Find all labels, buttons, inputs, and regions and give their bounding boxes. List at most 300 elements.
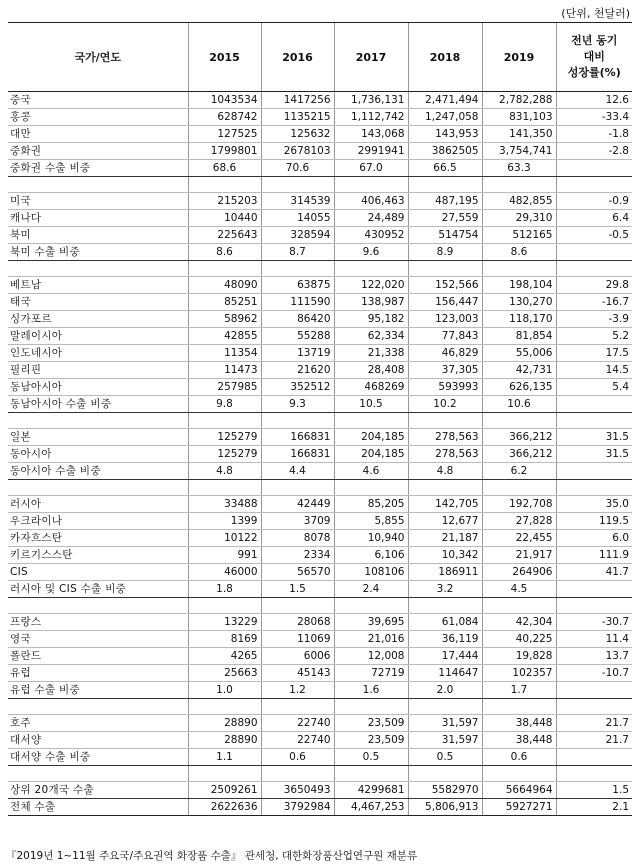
value-cell: 8078 <box>261 530 334 547</box>
empty-cell <box>334 766 408 782</box>
growth-cell <box>556 749 632 766</box>
spacer-row <box>8 177 632 193</box>
value-cell: 225643 <box>188 227 261 244</box>
value-cell: 42449 <box>261 496 334 513</box>
value-cell: 4.8 <box>408 463 482 480</box>
value-cell: 0.6 <box>482 749 556 766</box>
empty-cell <box>482 480 556 496</box>
growth-cell: 1.5 <box>556 782 632 799</box>
header-growth-line-2: 대비 <box>583 50 605 63</box>
value-cell: 152,566 <box>408 277 482 294</box>
value-cell: 13719 <box>261 345 334 362</box>
row-label: 동아시아 수출 비중 <box>8 463 188 480</box>
value-cell: 19,828 <box>482 648 556 665</box>
table-row <box>8 210 632 227</box>
empty-cell <box>334 177 408 193</box>
value-cell: 264906 <box>482 564 556 581</box>
growth-cell: 11.4 <box>556 631 632 648</box>
row-label: 상위 20개국 수출 <box>8 782 188 799</box>
empty-cell <box>8 699 188 715</box>
value-cell: 831,103 <box>482 109 556 126</box>
empty-cell <box>188 598 261 614</box>
table-row <box>8 715 632 732</box>
value-cell: 45143 <box>261 665 334 682</box>
value-cell: 29,310 <box>482 210 556 227</box>
total-row <box>8 782 632 799</box>
row-label: 폴란드 <box>8 648 188 665</box>
table-row <box>8 379 632 396</box>
row-label: 러시아 및 CIS 수출 비중 <box>8 581 188 598</box>
spacer-row <box>8 699 632 715</box>
empty-cell <box>261 699 334 715</box>
growth-cell <box>556 682 632 699</box>
growth-cell: -0.5 <box>556 227 632 244</box>
value-cell: 22,455 <box>482 530 556 547</box>
value-cell: 61,084 <box>408 614 482 631</box>
empty-cell <box>334 413 408 429</box>
row-label: CIS <box>8 564 188 581</box>
value-cell: 22740 <box>261 715 334 732</box>
value-cell: 512165 <box>482 227 556 244</box>
value-cell: 142,705 <box>408 496 482 513</box>
row-label: 전체 수출 <box>8 799 188 816</box>
value-cell: 215203 <box>188 193 261 210</box>
value-cell: 5664964 <box>482 782 556 799</box>
header-year-2016: 2016 <box>261 23 334 92</box>
value-cell: 10440 <box>188 210 261 227</box>
value-cell: 5582970 <box>408 782 482 799</box>
growth-cell: 111.9 <box>556 547 632 564</box>
growth-cell: 2.1 <box>556 799 632 816</box>
empty-cell <box>556 480 632 496</box>
row-label: 일본 <box>8 429 188 446</box>
table-row <box>8 143 632 160</box>
value-cell: 33488 <box>188 496 261 513</box>
header-growth-line-3: 성장률(%) <box>567 66 621 79</box>
empty-cell <box>556 177 632 193</box>
empty-cell <box>556 598 632 614</box>
share-row <box>8 396 632 413</box>
value-cell: 8169 <box>188 631 261 648</box>
table-row <box>8 564 632 581</box>
table-row <box>8 362 632 379</box>
value-cell: 127525 <box>188 126 261 143</box>
value-cell: 46,829 <box>408 345 482 362</box>
value-cell: 1799801 <box>188 143 261 160</box>
value-cell: 314539 <box>261 193 334 210</box>
table-row <box>8 614 632 631</box>
value-cell: 95,182 <box>334 311 408 328</box>
empty-cell <box>334 261 408 277</box>
value-cell: 11473 <box>188 362 261 379</box>
value-cell: 21620 <box>261 362 334 379</box>
value-cell: 58962 <box>188 311 261 328</box>
value-cell: 8.7 <box>261 244 334 261</box>
growth-cell <box>556 463 632 480</box>
empty-cell <box>408 598 482 614</box>
value-cell: 39,695 <box>334 614 408 631</box>
value-cell: 55,006 <box>482 345 556 362</box>
value-cell: 125279 <box>188 429 261 446</box>
value-cell: 68.6 <box>188 160 261 177</box>
empty-cell <box>261 177 334 193</box>
table-row <box>8 277 632 294</box>
row-label: 유럽 수출 비중 <box>8 682 188 699</box>
empty-cell <box>408 261 482 277</box>
growth-cell: 119.5 <box>556 513 632 530</box>
growth-cell: 13.7 <box>556 648 632 665</box>
row-label: 대만 <box>8 126 188 143</box>
empty-cell <box>408 413 482 429</box>
empty-cell <box>482 261 556 277</box>
table-row <box>8 648 632 665</box>
value-cell: 4.6 <box>334 463 408 480</box>
row-label: 호주 <box>8 715 188 732</box>
value-cell: 125279 <box>188 446 261 463</box>
value-cell: 13229 <box>188 614 261 631</box>
empty-cell <box>482 598 556 614</box>
value-cell: 21,338 <box>334 345 408 362</box>
table-row <box>8 345 632 362</box>
value-cell: 3,754,741 <box>482 143 556 160</box>
value-cell: 1135215 <box>261 109 334 126</box>
value-cell: 366,212 <box>482 446 556 463</box>
row-label: 동남아시아 <box>8 379 188 396</box>
value-cell: 38,448 <box>482 732 556 749</box>
value-cell: 514754 <box>408 227 482 244</box>
value-cell: 122,020 <box>334 277 408 294</box>
empty-cell <box>482 413 556 429</box>
value-cell: 278,563 <box>408 446 482 463</box>
row-label: 인도네시아 <box>8 345 188 362</box>
value-cell: 111590 <box>261 294 334 311</box>
value-cell: 4.8 <box>188 463 261 480</box>
row-label: 대서양 <box>8 732 188 749</box>
table-row <box>8 429 632 446</box>
empty-cell <box>261 598 334 614</box>
value-cell: 10.5 <box>334 396 408 413</box>
value-cell: 42855 <box>188 328 261 345</box>
empty-cell <box>408 699 482 715</box>
empty-cell <box>408 177 482 193</box>
growth-cell: 14.5 <box>556 362 632 379</box>
value-cell: 3862505 <box>408 143 482 160</box>
value-cell: 4299681 <box>334 782 408 799</box>
value-cell: 143,953 <box>408 126 482 143</box>
growth-cell: -16.7 <box>556 294 632 311</box>
value-cell: 21,187 <box>408 530 482 547</box>
value-cell: 487,195 <box>408 193 482 210</box>
table-row <box>8 547 632 564</box>
empty-cell <box>8 261 188 277</box>
value-cell: 66.5 <box>408 160 482 177</box>
table-row <box>8 530 632 547</box>
table-row <box>8 732 632 749</box>
table-row <box>8 328 632 345</box>
row-label: 태국 <box>8 294 188 311</box>
growth-cell: -30.7 <box>556 614 632 631</box>
value-cell: 352512 <box>261 379 334 396</box>
value-cell: 628742 <box>188 109 261 126</box>
spacer-row <box>8 598 632 614</box>
empty-cell <box>261 413 334 429</box>
header-year-2015: 2015 <box>188 23 261 92</box>
growth-cell <box>556 581 632 598</box>
value-cell: 166831 <box>261 446 334 463</box>
value-cell: 77,843 <box>408 328 482 345</box>
value-cell: 36,119 <box>408 631 482 648</box>
value-cell: 21,917 <box>482 547 556 564</box>
growth-cell: -33.4 <box>556 109 632 126</box>
share-row <box>8 160 632 177</box>
value-cell: 5,855 <box>334 513 408 530</box>
row-label: 베트남 <box>8 277 188 294</box>
empty-cell <box>482 766 556 782</box>
empty-cell <box>556 413 632 429</box>
row-label: 중화권 수출 비중 <box>8 160 188 177</box>
empty-cell <box>408 480 482 496</box>
empty-cell <box>8 480 188 496</box>
value-cell: 186911 <box>408 564 482 581</box>
value-cell: 430952 <box>334 227 408 244</box>
row-label: 캐나다 <box>8 210 188 227</box>
value-cell: 141,350 <box>482 126 556 143</box>
row-label: 키르기스스탄 <box>8 547 188 564</box>
value-cell: 10.2 <box>408 396 482 413</box>
value-cell: 204,185 <box>334 429 408 446</box>
value-cell: 2509261 <box>188 782 261 799</box>
value-cell: 8.9 <box>408 244 482 261</box>
value-cell: 28890 <box>188 732 261 749</box>
value-cell: 10,342 <box>408 547 482 564</box>
row-label: 말레이시아 <box>8 328 188 345</box>
header-year-2017: 2017 <box>334 23 408 92</box>
value-cell: 1.1 <box>188 749 261 766</box>
row-label: 중화권 <box>8 143 188 160</box>
growth-cell: -10.7 <box>556 665 632 682</box>
growth-cell: -0.9 <box>556 193 632 210</box>
growth-cell <box>556 396 632 413</box>
growth-cell: 29.8 <box>556 277 632 294</box>
growth-cell: 35.0 <box>556 496 632 513</box>
value-cell: 1043534 <box>188 92 261 109</box>
value-cell: 4.4 <box>261 463 334 480</box>
value-cell: 8.6 <box>188 244 261 261</box>
growth-cell: 12.6 <box>556 92 632 109</box>
value-cell: 38,448 <box>482 715 556 732</box>
value-cell: 70.6 <box>261 160 334 177</box>
growth-cell: 6.4 <box>556 210 632 227</box>
value-cell: 468269 <box>334 379 408 396</box>
value-cell: 14055 <box>261 210 334 227</box>
value-cell: 278,563 <box>408 429 482 446</box>
value-cell: 2,471,494 <box>408 92 482 109</box>
row-label: 홍콩 <box>8 109 188 126</box>
value-cell: 24,489 <box>334 210 408 227</box>
value-cell: 4,467,253 <box>334 799 408 816</box>
empty-cell <box>408 766 482 782</box>
value-cell: 593993 <box>408 379 482 396</box>
value-cell: 85,205 <box>334 496 408 513</box>
value-cell: 21,016 <box>334 631 408 648</box>
value-cell: 3.2 <box>408 581 482 598</box>
row-label: 우크라이나 <box>8 513 188 530</box>
value-cell: 204,185 <box>334 446 408 463</box>
value-cell: 1.2 <box>261 682 334 699</box>
value-cell: 2678103 <box>261 143 334 160</box>
value-cell: 85251 <box>188 294 261 311</box>
value-cell: 55288 <box>261 328 334 345</box>
spacer-row <box>8 261 632 277</box>
row-label: 중국 <box>8 92 188 109</box>
share-row <box>8 244 632 261</box>
value-cell: 11354 <box>188 345 261 362</box>
value-cell: 10,940 <box>334 530 408 547</box>
value-cell: 1.6 <box>334 682 408 699</box>
table-row <box>8 126 632 143</box>
value-cell: 1.7 <box>482 682 556 699</box>
table-row <box>8 496 632 513</box>
value-cell: 62,334 <box>334 328 408 345</box>
row-label: 동남아시아 수출 비중 <box>8 396 188 413</box>
value-cell: 1,736,131 <box>334 92 408 109</box>
row-label: 러시아 <box>8 496 188 513</box>
value-cell: 2622636 <box>188 799 261 816</box>
empty-cell <box>556 766 632 782</box>
empty-cell <box>261 261 334 277</box>
value-cell: 118,170 <box>482 311 556 328</box>
header-growth-rate <box>556 23 632 92</box>
row-label: 대서양 수출 비중 <box>8 749 188 766</box>
table-row <box>8 92 632 109</box>
value-cell: 42,304 <box>482 614 556 631</box>
value-cell: 3792984 <box>261 799 334 816</box>
value-cell: 3650493 <box>261 782 334 799</box>
value-cell: 46000 <box>188 564 261 581</box>
growth-cell: -1.8 <box>556 126 632 143</box>
empty-cell <box>188 413 261 429</box>
table-row <box>8 109 632 126</box>
table-row <box>8 631 632 648</box>
value-cell: 28068 <box>261 614 334 631</box>
empty-cell <box>8 413 188 429</box>
value-cell: 1.8 <box>188 581 261 598</box>
row-label: 프랑스 <box>8 614 188 631</box>
growth-cell: 17.5 <box>556 345 632 362</box>
value-cell: 8.6 <box>482 244 556 261</box>
empty-cell <box>188 699 261 715</box>
value-cell: 257985 <box>188 379 261 396</box>
value-cell: 1.0 <box>188 682 261 699</box>
spacer-row <box>8 766 632 782</box>
empty-cell <box>188 766 261 782</box>
value-cell: 108106 <box>334 564 408 581</box>
row-label: 북미 수출 비중 <box>8 244 188 261</box>
empty-cell <box>188 177 261 193</box>
value-cell: 192,708 <box>482 496 556 513</box>
header-growth-line-1: 전년 동기 <box>571 34 618 47</box>
export-table <box>8 22 632 816</box>
value-cell: 0.5 <box>408 749 482 766</box>
table-row <box>8 193 632 210</box>
value-cell: 9.3 <box>261 396 334 413</box>
value-cell: 1,112,742 <box>334 109 408 126</box>
value-cell: 12,677 <box>408 513 482 530</box>
value-cell: 125632 <box>261 126 334 143</box>
value-cell: 130,270 <box>482 294 556 311</box>
value-cell: 31,597 <box>408 715 482 732</box>
value-cell: 0.6 <box>261 749 334 766</box>
value-cell: 198,104 <box>482 277 556 294</box>
value-cell: 138,987 <box>334 294 408 311</box>
value-cell: 166831 <box>261 429 334 446</box>
growth-cell: 31.5 <box>556 429 632 446</box>
value-cell: 4265 <box>188 648 261 665</box>
table-row <box>8 665 632 682</box>
row-label: 동아시아 <box>8 446 188 463</box>
value-cell: 5927271 <box>482 799 556 816</box>
header-year-2018: 2018 <box>408 23 482 92</box>
empty-cell <box>482 177 556 193</box>
value-cell: 626,135 <box>482 379 556 396</box>
value-cell: 37,305 <box>408 362 482 379</box>
empty-cell <box>334 598 408 614</box>
growth-cell: -3.9 <box>556 311 632 328</box>
table-row <box>8 446 632 463</box>
value-cell: 86420 <box>261 311 334 328</box>
growth-cell: 21.7 <box>556 715 632 732</box>
empty-cell <box>334 699 408 715</box>
value-cell: 991 <box>188 547 261 564</box>
empty-cell <box>8 177 188 193</box>
value-cell: 1399 <box>188 513 261 530</box>
value-cell: 0.5 <box>334 749 408 766</box>
value-cell: 27,559 <box>408 210 482 227</box>
total-row <box>8 799 632 816</box>
growth-cell <box>556 160 632 177</box>
share-row <box>8 581 632 598</box>
table-row <box>8 513 632 530</box>
row-label: 북미 <box>8 227 188 244</box>
value-cell: 2334 <box>261 547 334 564</box>
spacer-row <box>8 413 632 429</box>
value-cell: 23,509 <box>334 732 408 749</box>
value-cell: 2.4 <box>334 581 408 598</box>
unit-note: (단위, 천달러) <box>561 7 630 20</box>
value-cell: 6.2 <box>482 463 556 480</box>
value-cell: 63.3 <box>482 160 556 177</box>
empty-cell <box>556 261 632 277</box>
value-cell: 42,731 <box>482 362 556 379</box>
growth-cell: 6.0 <box>556 530 632 547</box>
value-cell: 2.0 <box>408 682 482 699</box>
value-cell: 482,855 <box>482 193 556 210</box>
empty-cell <box>261 766 334 782</box>
value-cell: 156,447 <box>408 294 482 311</box>
value-cell: 28890 <box>188 715 261 732</box>
empty-cell <box>261 480 334 496</box>
growth-cell: 41.7 <box>556 564 632 581</box>
share-row <box>8 682 632 699</box>
row-label: 필리핀 <box>8 362 188 379</box>
growth-cell: 21.7 <box>556 732 632 749</box>
growth-cell: 5.2 <box>556 328 632 345</box>
growth-cell <box>556 244 632 261</box>
row-label: 유럽 <box>8 665 188 682</box>
header-year-2019: 2019 <box>482 23 556 92</box>
value-cell: 406,463 <box>334 193 408 210</box>
value-cell: 28,408 <box>334 362 408 379</box>
